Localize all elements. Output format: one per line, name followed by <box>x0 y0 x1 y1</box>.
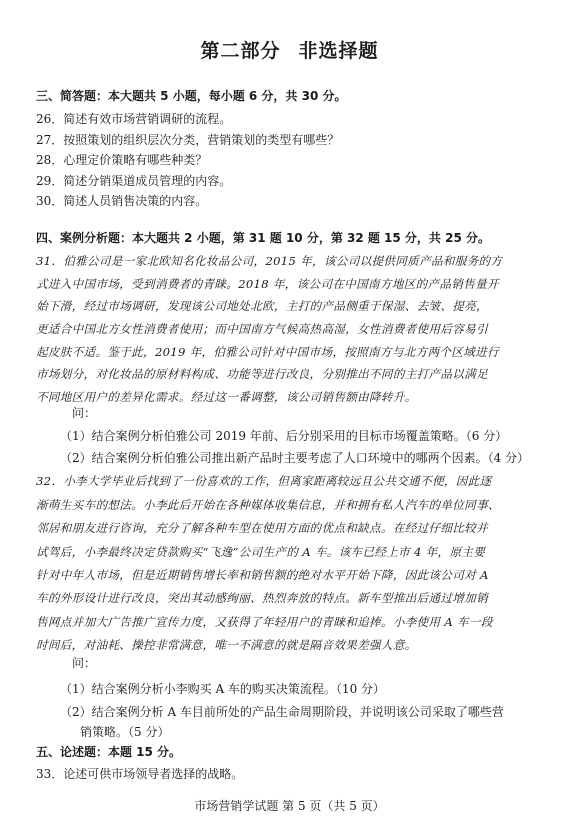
question-31-line: 不同地区用户的差异化需求。经过这一番调整，该公司销售额由降转升。 <box>36 390 417 404</box>
question-31-line: 起皮肤不适。鉴于此，2019 年，伯雅公司针对中国市场，按照南方与北方两个区域进行 <box>36 345 499 359</box>
question-31-line: 始下滑，经过市场调研，发现该公司地处北欧，主打的产品侧重于保湿、去皱、提亮， <box>36 299 488 313</box>
question-31-sub-1: （1）结合案例分析伯雅公司 2019 年前、后分别采用的目标市场覆盖策略。（6 分） <box>60 429 508 443</box>
question-27: 27．按照策划的组织层次分类，营销策划的类型有哪些？ <box>36 133 340 147</box>
question-32-line: 针对中年人市场，但是近期销售增长率和销售额的绝对水平开始下降，因此该公司对 A <box>36 568 489 582</box>
question-31-ask: 问： <box>72 406 97 420</box>
question-26: 26．简述有效市场营销调研的流程。 <box>36 112 232 126</box>
title-part: 第二部分 <box>200 40 281 62</box>
question-32-line: 车的外形设计进行改良，突出其动感绚丽、热烈奔放的特点。新车型推出后通过增加销 <box>36 591 488 605</box>
page-footer: 市场营销学试题 第 5 页（共 5 页） <box>194 799 385 813</box>
question-31-line: 31．伯雅公司是一家北欧知名化妆品公司，2015 年，该公司以提供同质产品和服务的方 <box>36 254 503 268</box>
question-32-line: 时间后，对油耗、操控非常满意，唯一不满意的就是隔音效果差强人意。 <box>36 638 417 652</box>
question-31-line: 市场划分，对化妆品的原材料构成、功能等进行改良，分别推出不同的主打产品以满足 <box>36 367 488 381</box>
page-title <box>0 36 579 63</box>
question-32-line: 32．小李大学毕业后找到了一份喜欢的工作，但离家距离较远且公共交通不便，因此逐 <box>36 474 492 488</box>
question-32-ask: 问： <box>72 656 97 670</box>
section-heading-essay: 五、论述题：本题 15 分。 <box>36 745 182 759</box>
question-32-line: 邻居和朋友进行咨询，充分了解各种车型在使用方面的优点和缺点。在经过仔细比较并 <box>36 521 488 535</box>
section-heading-case-analysis: 四、案例分析题：本大题共 2 小题，第 31 题 10 分，第 32 题 15 分，共 25 分。 <box>36 231 490 245</box>
question-32-sub-2-cont: 销策略。（5 分） <box>80 725 170 739</box>
question-32-line: 售网点并加大广告推广宣传力度，又获得了年轻用户的青睐和追捧。小李使用 A 车一段 <box>36 615 493 629</box>
question-32-line: 渐萌生买车的想法。小李此后开始在各种媒体收集信息，并和拥有私人汽车的单位同事、 <box>36 498 500 512</box>
question-28: 28．心理定价策略有哪些种类？ <box>36 153 208 167</box>
question-31-sub-2: （2）结合案例分析伯雅公司推出新产品时主要考虑了人口环境中的哪两个因素。（4 分） <box>60 451 530 465</box>
question-31-line: 更适合中国北方女性消费者使用；而中国南方气候高热高湿，女性消费者使用后容易引 <box>36 322 488 336</box>
title-type: 非选择题 <box>298 40 379 62</box>
question-32-line: 试驾后，小李最终决定贷款购买“飞逸”公司生产的 A 车。该车已经上市 4 年，原主要 <box>36 545 486 559</box>
question-30: 30．简述人员销售决策的内容。 <box>36 194 208 208</box>
question-31-line: 式进入中国市场，受到消费者的青睐。2018 年，该公司在中国南方地区的产品销售量开 <box>36 277 499 291</box>
question-33: 33．论述可供市场领导者选择的战略。 <box>36 767 244 781</box>
question-32-sub-1: （1）结合案例分析小李购买 A 车的购买决策流程。（10 分） <box>60 682 386 696</box>
section-heading-short-answer: 三、简答题：本大题共 5 小题，每小题 6 分，共 30 分。 <box>36 89 347 103</box>
question-29: 29．简述分销渠道成员管理的内容。 <box>36 174 232 188</box>
question-32-sub-2: （2）结合案例分析 A 车目前所处的产品生命周期阶段，并说明该公司采取了哪些营 <box>60 705 504 719</box>
